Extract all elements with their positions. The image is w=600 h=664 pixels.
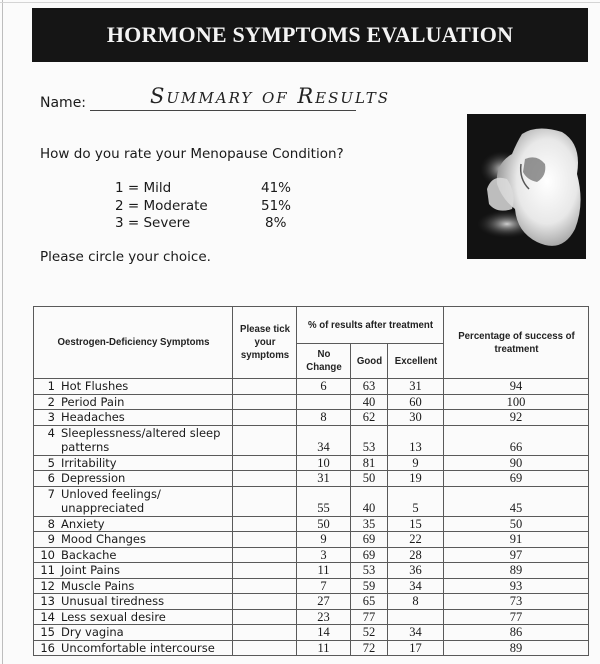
no-change-cell: 3 xyxy=(297,547,351,563)
symptom-number: 14 xyxy=(40,609,55,624)
symptom-name-continued: unappreciated xyxy=(61,501,145,515)
good-cell: 81 xyxy=(351,455,388,471)
name-underline xyxy=(90,110,356,111)
title-banner xyxy=(32,8,588,62)
good-cell: 63 xyxy=(351,379,388,395)
no-change-cell: 8 xyxy=(297,410,351,426)
symptom-number: 8 xyxy=(47,516,55,531)
tick-cell[interactable] xyxy=(233,516,297,532)
symptom-name: Dry vagina xyxy=(61,625,124,639)
good-cell: 62 xyxy=(351,410,388,426)
symptom-name: Joint Pains xyxy=(61,563,121,577)
excellent-cell: 34 xyxy=(388,625,444,641)
table-row xyxy=(34,394,589,410)
tick-cell[interactable] xyxy=(233,486,297,516)
symptom-number: 3 xyxy=(47,410,55,424)
success-cell: 90 xyxy=(444,455,589,471)
tick-cell[interactable] xyxy=(233,547,297,563)
success-cell: 77 xyxy=(444,609,589,625)
tick-cell[interactable] xyxy=(233,609,297,625)
tick-cell[interactable] xyxy=(233,578,297,594)
tick-cell[interactable] xyxy=(233,563,297,579)
good-cell: 65 xyxy=(351,594,388,610)
symptom-number: 4 xyxy=(47,425,55,440)
name-value-handwritten[interactable]: Summary of Results xyxy=(150,84,391,108)
symptom-cell xyxy=(34,486,233,516)
no-change-cell: 7 xyxy=(297,578,351,594)
good-cell: 72 xyxy=(351,640,388,656)
symptom-name: Irritability xyxy=(61,455,117,470)
excellent-cell: 36 xyxy=(388,563,444,579)
symptom-number: 11 xyxy=(40,563,55,577)
excellent-cell: 28 xyxy=(388,547,444,563)
good-cell: 35 xyxy=(351,516,388,532)
name-field xyxy=(40,86,420,116)
symptom-number: 7 xyxy=(47,486,55,501)
success-cell: 93 xyxy=(444,578,589,594)
rating-label: 3 = Severe xyxy=(115,215,191,231)
good-cell: 53 xyxy=(351,563,388,579)
good-cell: 40 xyxy=(351,486,388,516)
symptom-number: 16 xyxy=(40,640,55,655)
name-label: Name: xyxy=(40,95,87,111)
good-cell: 50 xyxy=(351,471,388,487)
tick-cell[interactable] xyxy=(233,625,297,641)
no-change-cell: 14 xyxy=(297,625,351,641)
rating-percent: 51% xyxy=(261,198,292,214)
excellent-cell: 8 xyxy=(388,594,444,610)
symptom-name: Less sexual desire xyxy=(61,609,166,624)
rose-photo-icon xyxy=(467,114,586,259)
symptom-cell xyxy=(34,640,233,656)
symptom-cell xyxy=(34,609,233,625)
symptom-cell xyxy=(34,625,233,641)
symptom-name: Depression xyxy=(61,471,126,485)
symptom-cell xyxy=(34,547,233,563)
symptom-number: 6 xyxy=(47,471,55,485)
tick-cell[interactable] xyxy=(233,640,297,656)
header-symptoms: Oestrogen-Deficiency Symptoms xyxy=(41,307,224,379)
page-title: HORMONE SYMPTOMS EVALUATION xyxy=(106,22,514,47)
good-cell: 77 xyxy=(351,609,388,625)
symptom-number: 1 xyxy=(47,379,55,393)
tick-cell[interactable] xyxy=(233,394,297,410)
table-row xyxy=(34,640,589,656)
success-cell: 50 xyxy=(444,516,589,532)
table-row xyxy=(34,563,589,579)
success-cell: 45 xyxy=(444,486,589,516)
symptom-name-continued: patterns xyxy=(61,440,110,454)
success-cell: 73 xyxy=(444,594,589,610)
page-edge xyxy=(2,0,3,664)
no-change-cell: 11 xyxy=(297,563,351,579)
excellent-cell: 5 xyxy=(388,486,444,516)
no-change-cell: 31 xyxy=(297,471,351,487)
symptom-name: Headaches xyxy=(61,410,125,424)
excellent-cell: 17 xyxy=(388,640,444,656)
no-change-cell: 34 xyxy=(297,425,351,455)
excellent-cell: 13 xyxy=(388,425,444,455)
header-success: Percentage of success of treatment xyxy=(449,307,582,379)
tick-cell[interactable] xyxy=(233,594,297,610)
no-change-cell: 10 xyxy=(297,455,351,471)
excellent-cell: 19 xyxy=(388,471,444,487)
good-cell: 69 xyxy=(351,547,388,563)
symptom-number: 10 xyxy=(40,547,55,562)
good-cell: 59 xyxy=(351,578,388,594)
no-change-cell: 27 xyxy=(297,594,351,610)
no-change-cell: 23 xyxy=(297,609,351,625)
page-edge xyxy=(0,2,600,3)
symptom-number: 5 xyxy=(47,455,55,470)
table-row xyxy=(34,532,589,548)
tick-cell[interactable] xyxy=(233,471,297,487)
menopause-question: How do you rate your Menopause Condition? xyxy=(40,146,344,162)
table-row xyxy=(34,471,589,487)
excellent-cell: 60 xyxy=(388,394,444,410)
no-change-cell: 6 xyxy=(297,379,351,395)
good-cell: 69 xyxy=(351,532,388,548)
excellent-cell xyxy=(388,609,444,625)
excellent-cell: 22 xyxy=(388,532,444,548)
symptom-number: 12 xyxy=(40,578,55,593)
symptom-name: Period Pain xyxy=(61,394,125,409)
header-excellent: Excellent xyxy=(390,344,442,379)
table-row xyxy=(34,410,589,426)
symptom-cell xyxy=(34,516,233,532)
success-cell: 97 xyxy=(444,547,589,563)
table-row xyxy=(34,594,589,610)
symptom-number: 2 xyxy=(47,394,55,409)
rating-percent: 41% xyxy=(261,180,292,196)
symptom-name: Sleeplessness/altered sleep xyxy=(61,425,221,440)
symptom-name: Backache xyxy=(61,547,117,562)
header-results-group: % of results after treatment xyxy=(302,307,437,344)
symptom-number: 15 xyxy=(40,625,55,639)
symptom-name: Anxiety xyxy=(61,516,105,531)
tick-cell[interactable] xyxy=(233,425,297,455)
symptom-number: 9 xyxy=(47,532,55,546)
symptom-cell xyxy=(34,471,233,487)
tick-cell[interactable] xyxy=(233,532,297,548)
no-change-cell: 50 xyxy=(297,516,351,532)
success-cell: 66 xyxy=(444,425,589,455)
header-good: Good xyxy=(352,344,386,379)
success-cell: 94 xyxy=(444,379,589,395)
symptom-name: Hot Flushes xyxy=(61,379,129,393)
good-cell: 52 xyxy=(351,625,388,641)
success-cell: 89 xyxy=(444,563,589,579)
symptom-cell xyxy=(34,455,233,471)
symptom-cell xyxy=(34,563,233,579)
header-tick: Please tick your symptoms xyxy=(235,307,294,379)
no-change-cell: 9 xyxy=(297,532,351,548)
rose-image xyxy=(467,114,586,259)
symptom-cell xyxy=(34,532,233,548)
rating-percent: 8% xyxy=(265,215,287,231)
success-cell: 91 xyxy=(444,532,589,548)
success-cell: 89 xyxy=(444,640,589,656)
table-row xyxy=(34,455,589,471)
symptom-cell xyxy=(34,425,233,455)
symptom-number: 13 xyxy=(40,594,55,608)
excellent-cell: 30 xyxy=(388,410,444,426)
no-change-cell: 11 xyxy=(297,640,351,656)
symptoms-table-body xyxy=(34,379,589,656)
instruction-text: Please circle your choice. xyxy=(40,249,211,265)
table-row xyxy=(34,486,589,516)
excellent-cell: 9 xyxy=(388,455,444,471)
no-change-cell xyxy=(297,394,351,410)
symptoms-table xyxy=(33,306,589,656)
symptom-cell xyxy=(34,594,233,610)
table-row xyxy=(34,516,589,532)
good-cell: 53 xyxy=(351,425,388,455)
excellent-cell: 34 xyxy=(388,578,444,594)
table-row xyxy=(34,578,589,594)
table-row xyxy=(34,547,589,563)
success-cell: 69 xyxy=(444,471,589,487)
tick-cell[interactable] xyxy=(233,379,297,395)
good-cell: 40 xyxy=(351,394,388,410)
rating-label: 2 = Moderate xyxy=(115,198,208,214)
success-cell: 100 xyxy=(444,394,589,410)
no-change-cell: 55 xyxy=(297,486,351,516)
symptom-cell xyxy=(34,394,233,410)
symptom-name: Unusual tiredness xyxy=(61,594,165,608)
symptom-name: Mood Changes xyxy=(61,532,146,546)
symptom-cell xyxy=(34,410,233,426)
success-cell: 86 xyxy=(444,625,589,641)
rating-label: 1 = Mild xyxy=(115,180,172,196)
tick-cell[interactable] xyxy=(233,455,297,471)
table-row xyxy=(34,379,589,395)
tick-cell[interactable] xyxy=(233,410,297,426)
header-no-change: No Change xyxy=(299,344,349,379)
symptom-cell xyxy=(34,379,233,395)
symptom-cell xyxy=(34,578,233,594)
symptom-name: Muscle Pains xyxy=(61,578,135,593)
table-row xyxy=(34,425,589,455)
symptom-name: Unloved feelings/ xyxy=(61,486,161,501)
symptom-name: Uncomfortable intercourse xyxy=(61,640,215,655)
table-row xyxy=(34,625,589,641)
table-row xyxy=(34,609,589,625)
excellent-cell: 15 xyxy=(388,516,444,532)
success-cell: 92 xyxy=(444,410,589,426)
excellent-cell: 31 xyxy=(388,379,444,395)
